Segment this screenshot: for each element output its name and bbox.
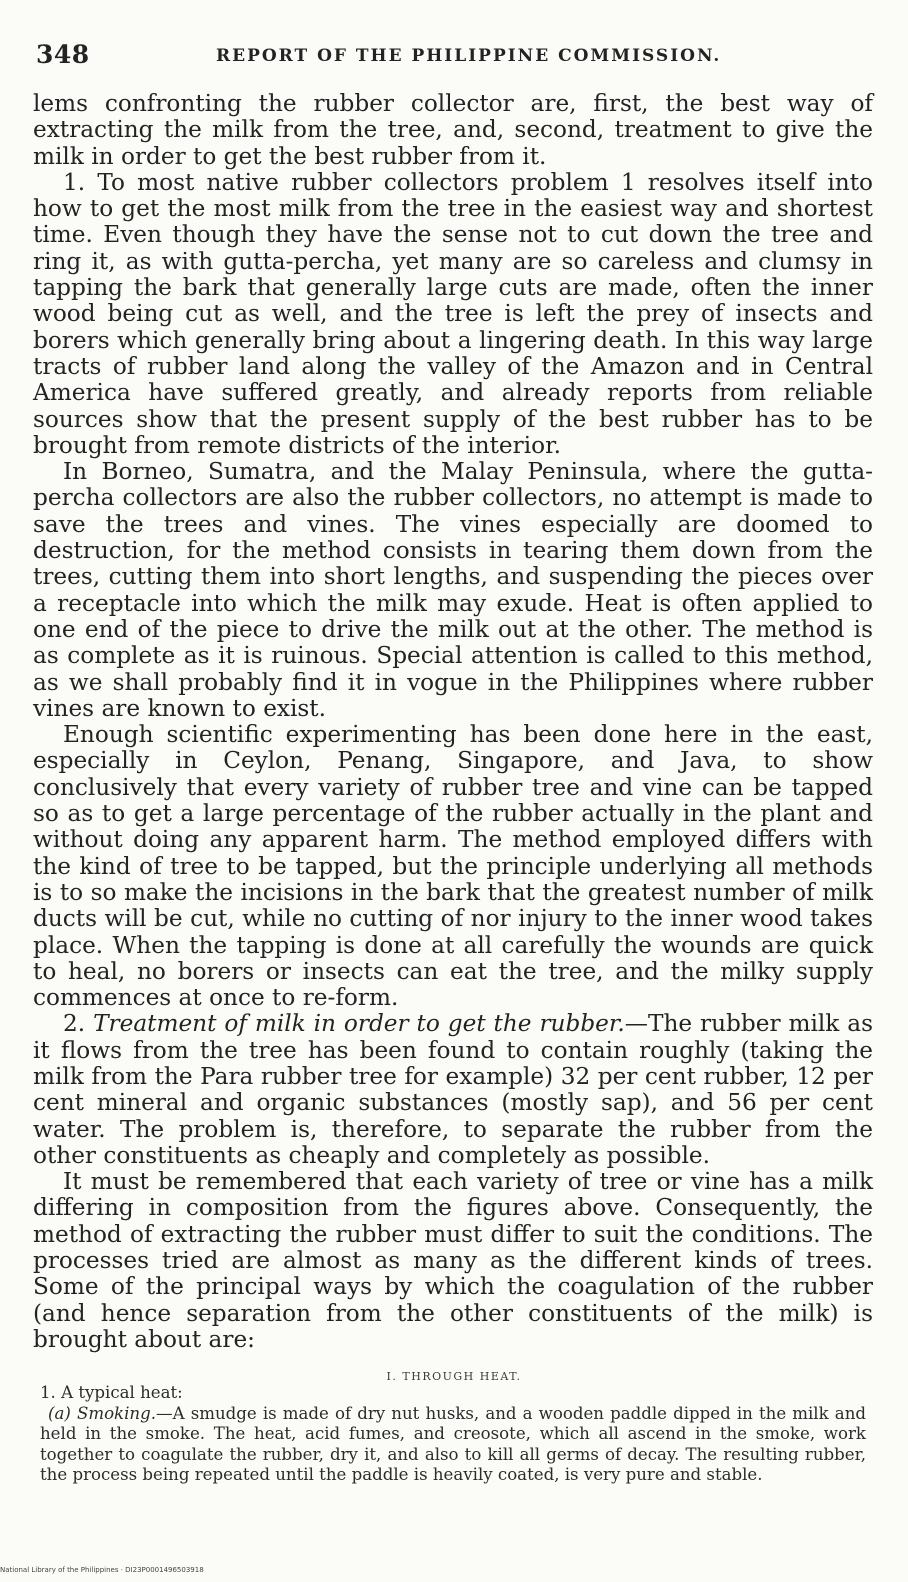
page-number: 348 (36, 40, 90, 69)
small-text-block (40, 1383, 866, 1486)
paragraph-body: —The rubber milk as it flows from the tree has been found to contain roughly (taking the milk from the Para rubber tree for example) 32 per cent rubber, 12 per cent mineral and organic substances (mostly sap), and 56 per cent water. The problem is, therefore, to separate the rubber from the other constituents as cheaply and completely as possible. (33, 1010, 873, 1169)
running-head: REPORT OF THE PHILIPPINE COMMISSION. (216, 46, 722, 66)
paragraph-italic-title: Treatment of milk in order to get the rubber. (93, 1010, 625, 1038)
paragraph-problem-2 (33, 1011, 873, 1169)
paragraph-problem-1: 1. To most native rubber collectors problem 1 resolves itself into how to get the most milk from the tree in the easiest way and shortest time. Even though they have the sense not to cut down the tree and ring it, as with gutta-percha, yet many are so careless and clumsy in tapping the bark that generally large cuts are made, often the inner wood being cut as well, and the tree is left the prey of insects and borers which generally bring about a lingering death. In this way large tracts of rubber land along the valley of the Amazon and in Central America have suffered greatly, and already reports from reliable sources show that the present supply of the best rubber has to be brought from remote districts of the interior. (33, 168, 873, 459)
page-header (36, 40, 876, 72)
body-text (33, 91, 873, 1353)
paragraph-continued: lems confronting the rubber collector are, first, the best way of extracting the milk from the tree, and, second, treatment to give the milk in order to get the best rubber from it. (33, 90, 873, 170)
section-heading: I. THROUGH HEAT. (386, 1370, 522, 1383)
scan-footer: National Library of the Philippines · DI23P0001496503918 (0, 1566, 204, 1574)
paragraph-lead: 2. (63, 1010, 94, 1038)
paragraph-borneo: In Borneo, Sumatra, and the Malay Peninsula, where the gutta-percha collectors are also the rubber collectors, no attempt is made to save the trees and vines. The vines especially are doomed to destruction, for the method consists in tearing them down from the trees, cutting them into short lengths, and suspending the pieces over a receptacle into which the milk may exude. Heat is often applied to one end of the piece to drive the milk out at the other. The method is as complete as it is ruinous. Special attention is called to this method, as we shall probably find it in vogue in the Philippines where rubber vines are known to exist. (33, 458, 873, 722)
smoking-text: —A smudge is made of dry nut husks, and a wooden paddle dipped in the milk and held in the smoke. The heat, acid fumes, and creosote, which all ascend in the smoke, work together to coagulate the rubber, dry it, and also to kill all germs of decay. The resulting rubber, the process being repeated until the paddle is heavily coated, is very pure and stable. (40, 1403, 866, 1484)
paragraph-scientific: Enough scientific experimenting has been done here in the east, especially in Ceylon, Penang, Singapore, and Java, to show conclusively that every variety of rubber tree and vine can be tapped so as to get a large percentage of the rubber actually in the plant and without doing any apparent harm. The method employed differs with the kind of tree to be tapped, but the principle underlying all methods is to so make the incisions in the bark that the greatest number of milk ducts will be cut, while no cutting of nor injury to the inner wood takes place. When the tapping is done at all carefully the wounds are quick to heal, no borers or insects can eat the tree, and the milky supply commences at once to re-form. (33, 721, 873, 1012)
small-item-smoking (40, 1404, 866, 1486)
small-item-1: 1. A typical heat: (40, 1383, 183, 1402)
smoking-label: (a) Smoking. (48, 1403, 157, 1423)
paragraph-variety: It must be remembered that each variety of tree or vine has a milk differing in composition from the figures above. Consequently, the method of extracting the rubber must differ to suit the conditions. The processes tried are almost as many as the different kinds of trees. Some of the principal ways by which the coagulation of the rubber (and hence separation from the other constituents of the milk) is brought about are: (33, 1168, 873, 1353)
